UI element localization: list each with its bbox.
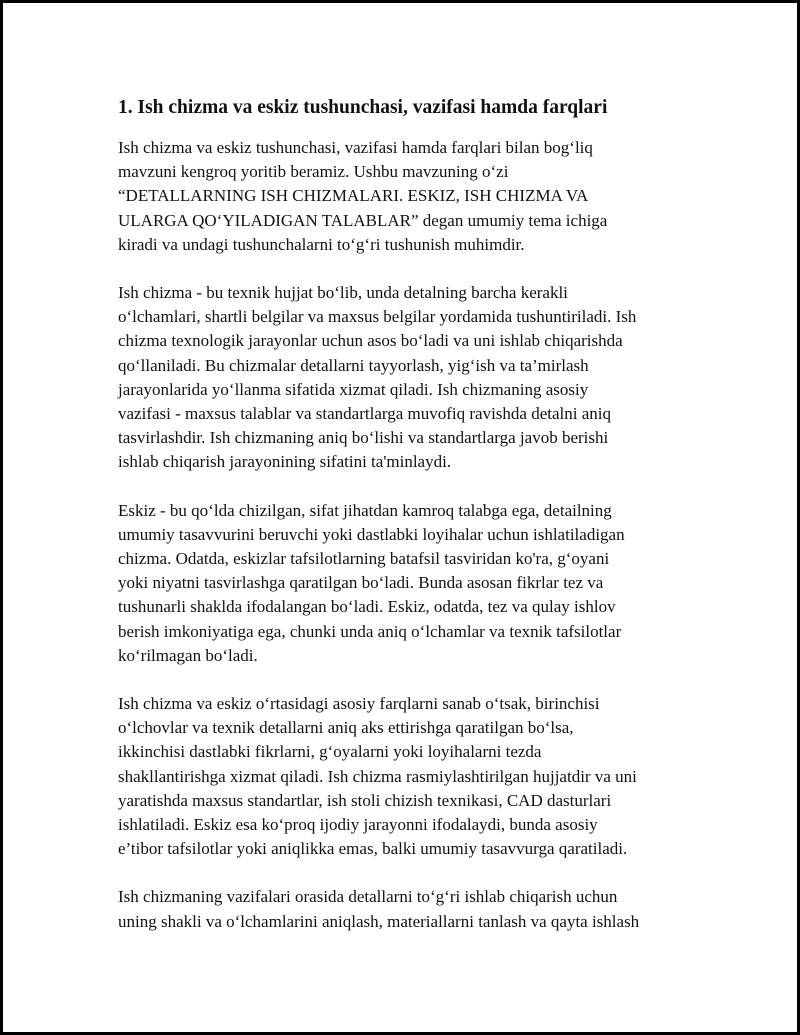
text-line: jarayonlarida yo‘llanma sifatida xizmat qiladi. Ish chizmaning asosiy (118, 379, 589, 399)
text-line: ikkinchisi dastlabki fikrlarni, g‘oyalarni yoki loyihalarni tezda (118, 742, 542, 762)
text-line: tasvirlashdir. Ish chizmaning aniq bo‘lishi va standartlarga javob berishi (118, 428, 609, 448)
text-line: Eskiz - bu qo‘lda chizilgan, sifat jihatdan kamroq talabga ega, detailning (118, 500, 612, 520)
text-line: uning shakli va o‘lchamlarini aniqlash, materiallarni tanlash va qayta ishlash (118, 911, 640, 931)
text-line: Ish chizmaning vazifalari orasida detallarni to‘g‘ri ishlab chiqarish uchun (118, 887, 618, 907)
text-line: Ish chizma - bu texnik hujjat bo‘lib, unda detalning barcha kerakli (118, 283, 568, 303)
text-line: berish imkoniyatiga ega, chunki unda aniq o‘lchamlar va texnik tafsilotlar (118, 621, 622, 641)
text-line: ishlab chiqarish jarayonining sifatini ta'minlaydi. (118, 452, 452, 472)
text-line: tushunarli shaklda ifodalangan bo‘ladi. Eskiz, odatda, tez va qulay ishlov (118, 597, 616, 617)
section-title: 1. Ish chizma va eskiz tushunchasi, vazifasi hamda farqlari (118, 97, 608, 118)
paragraph-functions (118, 885, 693, 933)
text-line: Ish chizma va eskiz tushunchasi, vazifasi hamda farqlari bilan bog‘liq (118, 138, 593, 157)
text-line: ULARGA QO‘YILADIGAN TALABLAR” degan umumiy tema ichiga (118, 210, 608, 230)
paragraph-intro (118, 136, 693, 257)
text-line: chizma. Odatda, eskizlar tafsilotlarning batafsil tasviridan ko'ra, g‘oyani (118, 549, 610, 569)
text-line: “DETALLARNING ISH CHIZMALARI. ESKIZ, ISH CHIZMA VA (118, 186, 589, 206)
text-line: yaratishda maxsus standartlar, ish stoli chizish texnikasi, CAD dasturlari (118, 790, 612, 810)
text-line: qo‘llaniladi. Bu chizmalar detallarni tayyorlash, yig‘ish va ta’mirlash (118, 355, 589, 375)
paragraph-ish-chizma-definition (118, 281, 693, 475)
document-content (118, 95, 693, 958)
text-line: Ish chizma va eskiz o‘rtasidagi asosiy farqlarni sanab o‘tsak, birinchisi (118, 694, 600, 714)
text-line: ko‘rilmagan bo‘ladi. (118, 645, 258, 665)
paragraph-differences (118, 692, 693, 861)
text-line: mavzuni kengroq yoritib beramiz. Ushbu mavzuning o‘zi (118, 162, 509, 182)
text-line: yoki niyatni tasvirlashga qaratilgan bo‘ladi. Bunda asosan fikrlar tez va (118, 573, 604, 593)
text-line: o‘lchovlar va texnik detallarni aniq aks ettirishga qaratilgan bo‘lsa, (118, 718, 574, 738)
paragraph-eskiz-definition (118, 499, 693, 668)
text-line: kiradi va undagi tushunchalarni to‘g‘ri tushunish muhimdir. (118, 234, 525, 254)
text-line: ishlatiladi. Eskiz esa ko‘proq ijodiy jarayonni ifodalaydi, bunda asosiy (118, 815, 598, 835)
text-line: umumiy tasavvurini beruvchi yoki dastlabki loyihalar uchun ishlatiladigan (118, 524, 625, 544)
text-line: e’tibor tafsilotlar yoki aniqlikka emas, balki umumiy tasavvurga qaratiladi. (118, 839, 628, 859)
text-line: o‘lchamlari, shartli belgilar va maxsus belgilar yordamida tushuntiriladi. Ish (118, 307, 637, 327)
text-line: shakllantirishga xizmat qiladi. Ish chizma rasmiylashtirilgan hujjatdir va uni (118, 766, 637, 786)
text-line: chizma texnologik jarayonlar uchun asos bo‘ladi va uni ishlab chiqarishda (118, 331, 623, 351)
text-line: vazifasi - maxsus talablar va standartlarga muvofiq ravishda detalni aniq (118, 404, 611, 424)
